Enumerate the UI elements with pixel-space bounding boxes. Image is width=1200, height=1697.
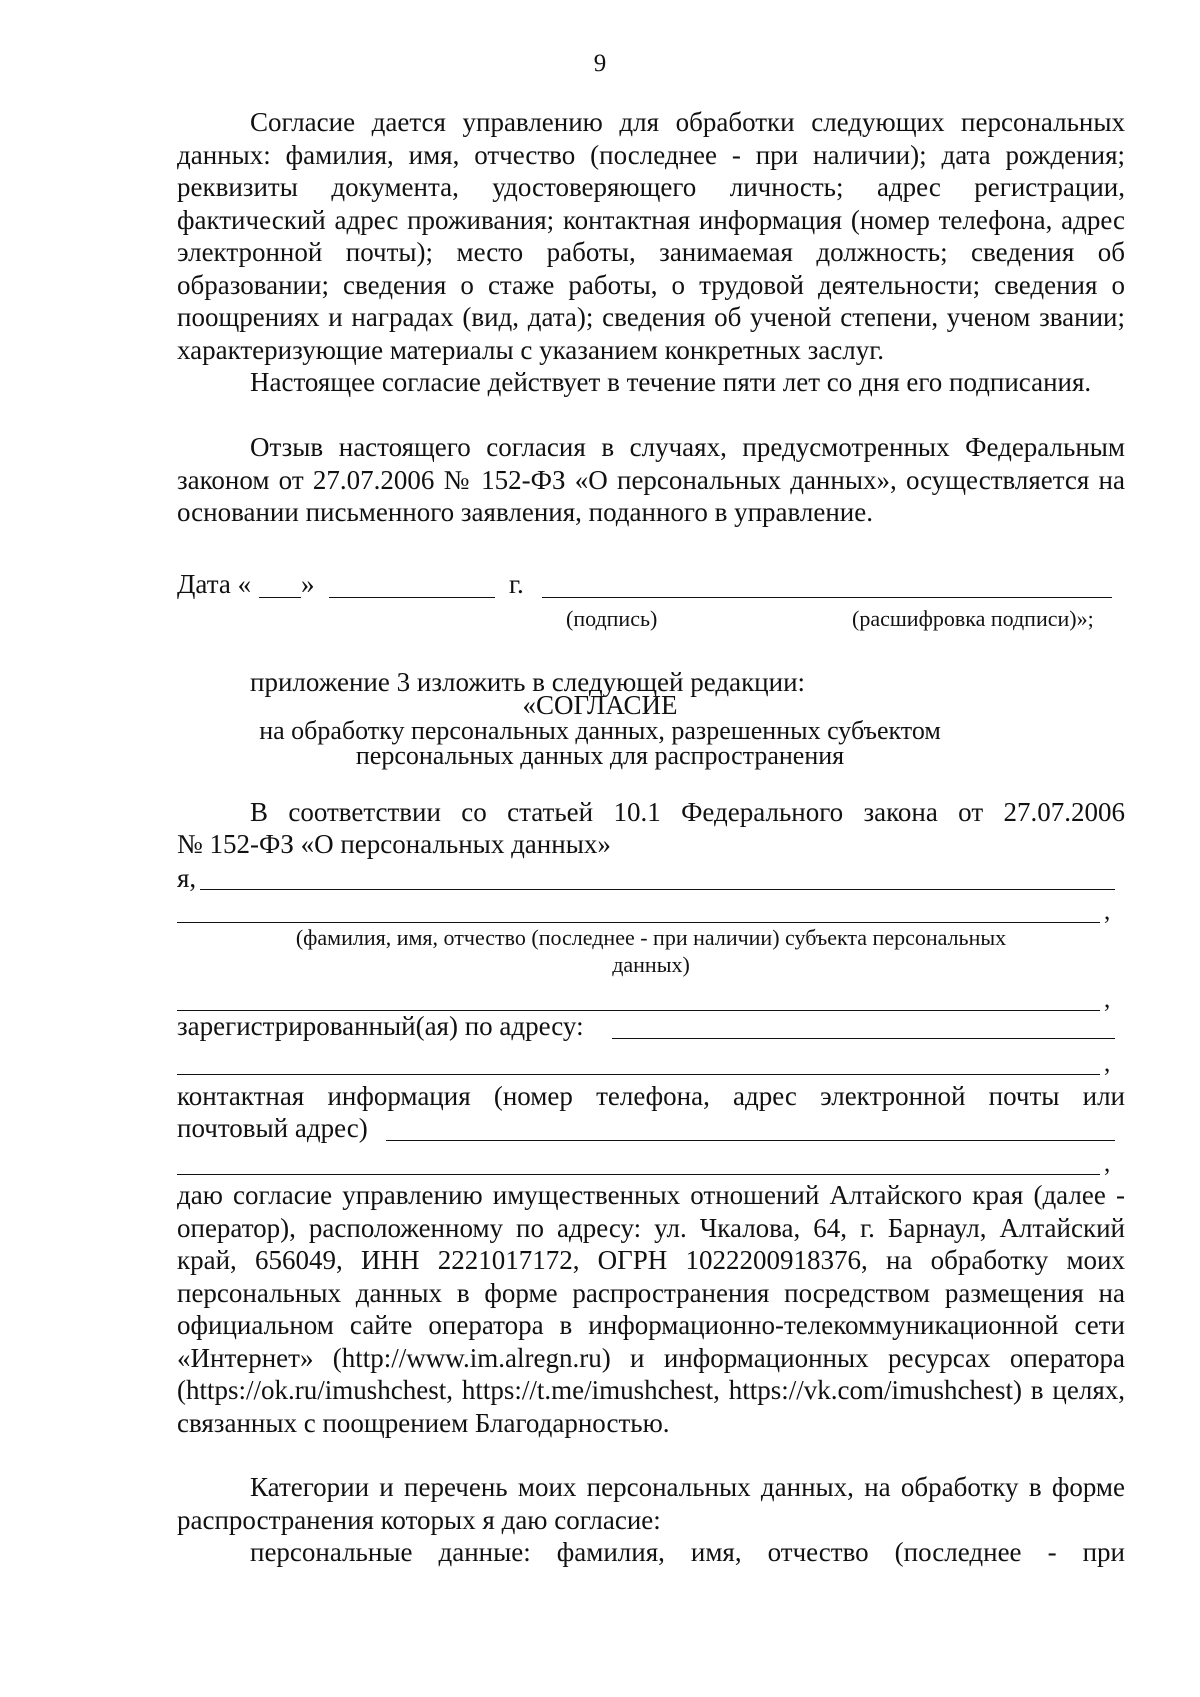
comma-mark: , <box>1104 986 1111 1013</box>
consent-title: «СОГЛАСИЕ <box>522 690 678 720</box>
consent-paragraph: даю согласие управлению имущественных отношений Алтайского края (далее - оператор), расположенному по адресу: ул. Чкалова, 64, г. Барнаул, Алтайский край, 656049, ИНН 2221017172, ОГРН 1022200918376, на обработку моих персональных данных в форме распространения посредством размещения на официальном сайте оператора в информационно-телекоммуникационной сети «Интернет» (http://www.im.alregn.ru) и информационных ресурсах оператора (https://ok.ru/imushchest, https://t.me/imushchest, https://vk.com/imushchest) в целях, связанных с поощрением Благодарностью. <box>177 1180 1125 1438</box>
law-reference-line2: № 152-ФЗ «О персональных данных» <box>177 829 611 859</box>
signature-caption: (подпись) <box>566 606 658 631</box>
date-close-quote: » <box>301 569 315 599</box>
comma-mark: , <box>1104 1050 1111 1077</box>
date-month-field[interactable] <box>329 597 495 598</box>
i-label: я, <box>177 863 197 893</box>
page-number: 9 <box>593 50 607 77</box>
address-field-line2[interactable] <box>177 1074 1100 1075</box>
fio-caption-line1: (фамилия, имя, отчество (последнее - при наличии) субъекта персональных <box>295 925 1007 950</box>
contact-field-line1[interactable] <box>386 1140 1115 1141</box>
contact-label-line2: почтовый адрес) <box>177 1113 368 1143</box>
registered-label: зарегистрированный(ая) по адресу: <box>177 1011 584 1041</box>
contact-field-line2[interactable] <box>177 1174 1100 1175</box>
address-field-line1[interactable] <box>612 1038 1115 1039</box>
signature-field[interactable] <box>542 597 1112 598</box>
comma-mark: , <box>1104 898 1111 925</box>
date-year-suffix: г. <box>509 569 524 599</box>
signature-decode-caption: (расшифровка подписи)»; <box>852 606 1094 631</box>
fio-field-line2[interactable] <box>177 922 1100 923</box>
paragraph-validity: Настоящее согласие действует в течение пяти лет со дня его подписания. <box>250 367 1092 397</box>
date-day-field[interactable] <box>259 597 301 598</box>
consent-subtitle-line1: на обработку персональных данных, разрешенных субъектом <box>259 716 941 745</box>
paragraph-revocation: Отзыв настоящего согласия в случаях, предусмотренных Федеральным законом от 27.07.2006 № 152-ФЗ «О персональных данных», осуществляется на основании письменного заявления, поданного в управление. <box>177 432 1125 527</box>
fio-field-line1[interactable] <box>200 889 1115 890</box>
contact-label-line1: контактная информация (номер телефона, адрес электронной почты или <box>177 1081 1125 1111</box>
date-label: Дата « <box>177 569 252 599</box>
categories-paragraph: Категории и перечень моих персональных данных, на обработку в форме распространения которых я даю согласие: <box>177 1472 1125 1535</box>
fio-caption-line2: данных) <box>612 952 690 977</box>
paragraph-processing-data: Согласие дается управлению для обработки следующих персональных данных: фамилия, имя, отчество (последнее - при наличии); дата рождения; реквизиты документа, удостоверяющего личность; адрес регистрации, фактический адрес проживания; контактная информация (номер телефона, адрес электронной почты); место работы, занимаемая должность; сведения об образовании; сведения о стаже работы, о трудовой деятельности; сведения о поощрениях и наградах (вид, дата); сведения об ученой степени, ученом звании; характеризующие материалы с указанием конкретных заслуг. <box>177 107 1125 365</box>
appendix-intro: приложение 3 изложить в следующей редакции: <box>250 667 806 697</box>
consent-subtitle-line2: персональных данных для распространения <box>355 741 845 770</box>
last-line: персональные данные: фамилия, имя, отчество (последнее - при <box>250 1537 1125 1567</box>
law-reference-line1: В соответствии со статьей 10.1 Федерального закона от 27.07.2006 <box>250 797 1125 827</box>
comma-mark: , <box>1104 1150 1111 1177</box>
